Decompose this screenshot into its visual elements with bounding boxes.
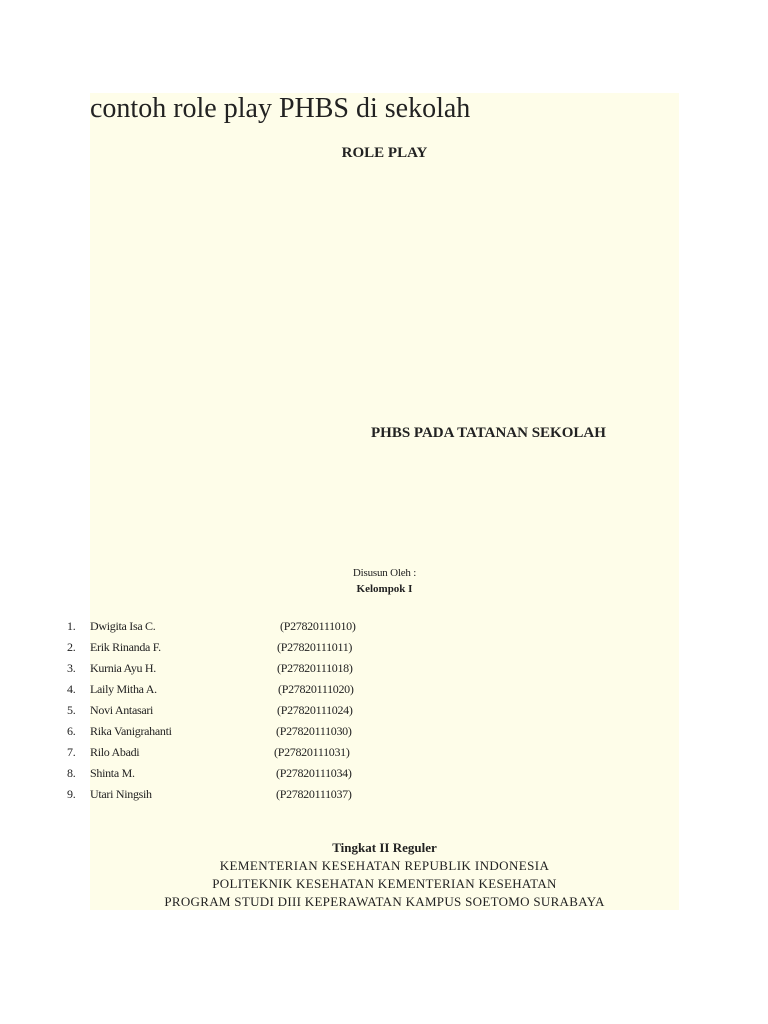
member-name: Dwigita Isa C. — [90, 619, 156, 633]
member-name: Utari Ningsih — [90, 787, 152, 801]
member-number: 7. — [67, 745, 76, 759]
member-number: 2. — [67, 640, 76, 654]
member-name: Rika Vanigrahanti — [90, 724, 172, 738]
member-nim: (P27820111024) — [277, 703, 353, 717]
member-name: Shinta M. — [90, 766, 135, 780]
member-nim: (P27820111037) — [276, 787, 352, 801]
member-number: 8. — [67, 766, 76, 780]
member-item — [0, 638, 768, 659]
page-title: contoh role play PHBS di sekolah — [90, 93, 471, 124]
document-subject: PHBS PADA TATANAN SEKOLAH — [371, 425, 606, 441]
member-name: Laily Mitha A. — [90, 682, 157, 696]
group-name: Kelompok I — [356, 583, 413, 595]
member-item — [0, 764, 768, 785]
member-nim: (P27820111020) — [278, 682, 354, 696]
footer-level: Tingkat II Reguler — [332, 840, 437, 855]
member-name: Novi Antasari — [90, 703, 154, 717]
member-nim: (P27820111011) — [277, 640, 353, 654]
member-nim: (P27820111031) — [274, 745, 350, 759]
member-item — [0, 722, 768, 743]
member-item — [0, 785, 768, 806]
member-number: 1. — [67, 619, 76, 633]
member-nim: (P27820111010) — [280, 619, 356, 633]
member-number: 9. — [67, 787, 76, 801]
member-list — [0, 617, 768, 806]
document-heading: ROLE PLAY — [341, 145, 428, 161]
member-item — [0, 617, 768, 638]
member-nim: (P27820111034) — [276, 766, 352, 780]
member-name: Kurnia Ayu H. — [90, 661, 156, 675]
member-name: Erik Rinanda F. — [90, 640, 161, 654]
member-nim: (P27820111018) — [277, 661, 353, 675]
compiled-by-label: Disusun Oleh : — [352, 567, 417, 579]
member-item — [0, 680, 768, 701]
member-name: Rilo Abadi — [90, 745, 140, 759]
footer-polytechnic: POLITEKNIK KESEHATAN KEMENTERIAN KESEHATAN — [212, 876, 557, 891]
member-number: 4. — [67, 682, 76, 696]
member-number: 5. — [67, 703, 76, 717]
member-item — [0, 743, 768, 764]
footer-program: PROGRAM STUDI DIII KEPERAWATAN KAMPUS SOETOMO SURABAYA — [164, 894, 605, 909]
member-item — [0, 701, 768, 722]
member-nim: (P27820111030) — [276, 724, 352, 738]
member-item — [0, 659, 768, 680]
member-number: 6. — [67, 724, 76, 738]
footer-ministry: KEMENTERIAN KESEHATAN REPUBLIK INDONESIA — [219, 858, 550, 873]
member-number: 3. — [67, 661, 76, 675]
